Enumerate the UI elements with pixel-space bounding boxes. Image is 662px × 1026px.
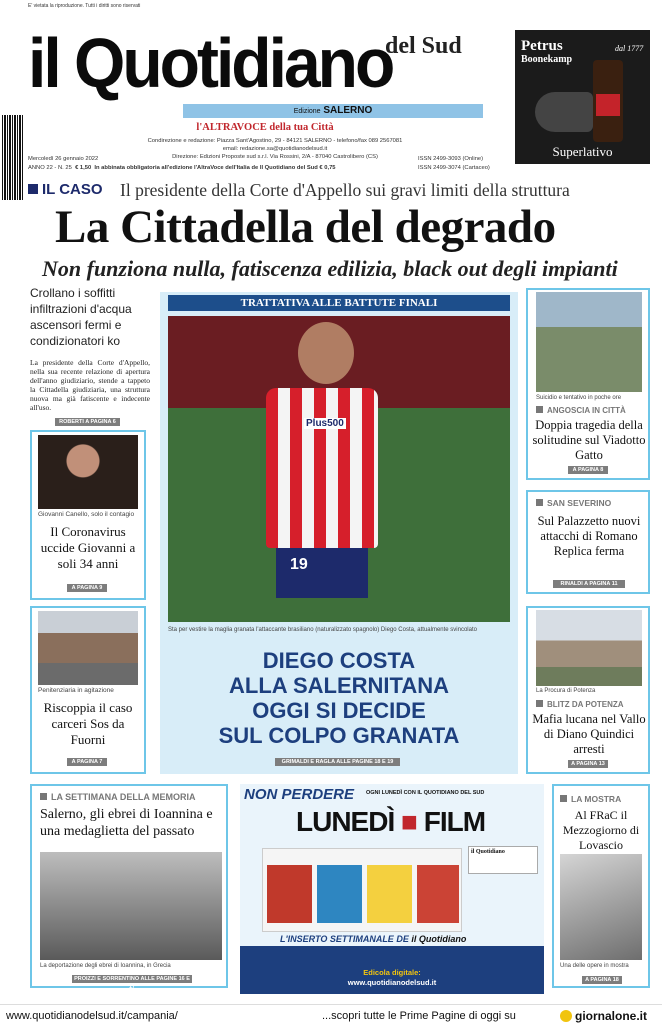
main-credit[interactable]: GRIMALDI E RAGLA ALLE PAGINE 18 E 19 [275, 758, 400, 766]
carceri-caption: Penitenziaria in agitazione [38, 687, 114, 694]
potenza-headline: Mafia lucana nel Vallo di Diano Quindici arresti [532, 712, 646, 756]
ad-brand: Petrus [521, 38, 563, 54]
promo-inserto-brand: il Quotidiano [411, 934, 467, 944]
issue-number: ANNO 22 - N. 25 [28, 165, 72, 171]
promo-covers [262, 848, 462, 932]
footer-right-text: ...scopri tutte le Prime Pagine di oggi su [322, 1010, 516, 1022]
memoria-kicker-text: LA SETTIMANA DELLA MEMORIA [51, 792, 196, 802]
main-banner: TRATTATIVA ALLE BATTUTE FINALI [168, 295, 510, 311]
main-headline-line2: ALLA SALERNITANA [229, 673, 449, 698]
promo-title: LUNEDÌ ■ FILM [296, 806, 486, 837]
promo-title-lunedi: LUNEDÌ [296, 806, 395, 837]
promo-brand-card: il Quotidiano [468, 846, 538, 874]
mostra-photo [560, 854, 642, 960]
main-headline-line4: SUL COLPO GRANATA [218, 723, 460, 748]
copyright-note: E' vietata la riproduzione. Tutti i diritti sono riservati [28, 3, 141, 9]
main-headline-line1: DIEGO COSTA [262, 648, 416, 673]
lead-side-head: Crollano i soffitti infiltrazioni d'acqua ascensori fermi e condizionatori ko [30, 286, 132, 348]
potenza-caption: La Procura di Potenza [536, 688, 596, 694]
potenza-kicker [536, 700, 624, 709]
lead-overline: Il presidente della Corte d'Appello sui gravi limiti della struttura [120, 180, 570, 200]
info-block [125, 137, 425, 161]
barcode [2, 115, 24, 200]
masthead-subtitle: del Sud [385, 33, 462, 59]
player-shorts [276, 548, 368, 598]
memoria-page[interactable]: PROIZZI E SORRENTINO ALLE PAGINE 16 E 17 [72, 975, 192, 983]
main-headline-line3: OGGI SI DECIDE [252, 698, 426, 723]
gatto-caption: Suicidio e tentativo in poche ore [536, 395, 622, 401]
carceri-box[interactable] [30, 606, 146, 774]
lead-body: La presidente della Corte d'Appello, nella sua recente relazione di apertura dell'anno giudiziario, stende a tappeto la Cittadella giudiziaria, una struttura nuova ma già fatiscente e indecente all'uso. [30, 358, 150, 412]
memoria-caption: La deportazione degli ebrei di Ioannina, in Grecia [40, 963, 171, 969]
main-photo [168, 316, 510, 622]
mostra-kicker [560, 794, 621, 804]
severino-page[interactable]: RINALDI A PAGINA 11 [553, 580, 625, 588]
main-story[interactable] [160, 292, 518, 774]
glove-image [535, 92, 593, 132]
promo-inserto [280, 934, 466, 944]
main-headline [160, 648, 518, 748]
gatto-headline: Doppia tragedia della solitudine sul Viadotto Gatto [532, 418, 646, 462]
carceri-headline: Riscoppia il caso carceri Sos da Fuorni [43, 700, 133, 747]
covid-photo [38, 435, 138, 509]
memoria-photo [40, 852, 222, 960]
gatto-kicker [536, 406, 626, 415]
covid-page[interactable]: A PAGINA 9 [67, 584, 107, 592]
bottle-image [593, 60, 623, 142]
shorts-number: 19 [290, 556, 308, 573]
mostra-page[interactable]: A PAGINA 18 [582, 976, 622, 984]
memoria-box[interactable] [30, 784, 228, 988]
mostra-headline: Al FRaC il Mezzogiorno di Lovascio [562, 808, 640, 852]
potenza-kicker-text: BLITZ DA POTENZA [547, 700, 624, 709]
ad-brand2: Boonekamp [521, 54, 573, 65]
lead-kicker-text: IL CASO [42, 181, 103, 198]
covid-headline: Il Coronavirus uccide Giovanni a soli 34 anni [40, 524, 136, 571]
info-email: email: redazione.sa@quotidianodelsud.it [222, 146, 328, 152]
potenza-photo [536, 610, 642, 686]
potenza-box[interactable] [526, 606, 650, 774]
info-direction: Direzione: Edizioni Proposte sud s.r.l. Via Rossini, 2/A - 87040 Castrolibero (CS) [172, 154, 378, 160]
gatto-kicker-text: ANGOSCIA IN CITTÀ [547, 406, 626, 415]
promo-site[interactable]: www.quotidianodelsud.it [347, 978, 437, 987]
info-address: Condirezione e redazione: Piazza Sant'Agostino, 29 - 84121 SALERNO - telefono/fax 089 2567081 [147, 138, 403, 144]
bottle-label [596, 94, 620, 116]
promo-title-film: FILM [423, 806, 486, 837]
mostra-kicker-text: LA MOSTRA [571, 794, 622, 804]
promo-cover-4 [417, 865, 459, 923]
potenza-page[interactable]: A PAGINA 13 [568, 760, 608, 768]
issn-print: ISSN 2499-3074 (Cartaceo) [418, 165, 490, 171]
carceri-photo [38, 611, 138, 685]
shirt-sponsor: Plus500 [306, 418, 344, 429]
issn-online: ISSN 2499-3093 (Online) [418, 156, 484, 162]
lead-subhead: Non funziona nulla, fatiscenza edilizia, black out degli impianti [42, 256, 618, 281]
player-head [298, 322, 354, 384]
giornalone-icon [560, 1010, 572, 1022]
mostra-box[interactable] [552, 784, 650, 988]
footer [0, 1004, 662, 1026]
masthead-title: il Quotidiano [28, 24, 393, 102]
tagline: l'ALTRAVOCE della tua Città [196, 122, 334, 133]
ad-slogan: Superlativo [552, 144, 613, 159]
lead-headline: La Cittadella del degrado [55, 201, 556, 253]
covid-caption: Giovanni Canello, solo il contagio [38, 511, 135, 518]
date: Mercoledì 26 gennaio 2022 [28, 156, 99, 162]
promo-edicola: Edicola digitale: [363, 968, 421, 977]
severino-box[interactable] [526, 490, 650, 594]
edition-bar [183, 104, 483, 118]
price: € 1,50 [75, 165, 92, 171]
carceri-page[interactable]: A PAGINA 7 [67, 758, 107, 766]
promo-box[interactable] [240, 784, 544, 994]
lead-credit[interactable]: ROBERTI A PAGINA 6 [55, 418, 120, 426]
severino-kicker-text: SAN SEVERINO [547, 498, 612, 508]
gatto-photo [536, 292, 642, 392]
mostra-caption: Una delle opere in mostra [560, 963, 629, 969]
promo-nonperdere: NON PERDERE [244, 786, 355, 803]
gatto-box[interactable] [526, 288, 650, 480]
advertisement[interactable] [515, 30, 650, 164]
promo-cover-3 [367, 865, 412, 923]
main-caption: Sta per vestire la maglia granata l'attaccante brasiliano (naturalizzato spagnolo) Diego Costa, attualmente svincolato [168, 627, 477, 633]
player-shirt [266, 388, 378, 548]
memoria-kicker [40, 792, 196, 802]
gatto-page[interactable]: A PAGINA 8 [568, 466, 608, 474]
promo-stadium [240, 946, 544, 994]
promo-cover-1 [267, 865, 312, 923]
issue-line [28, 164, 336, 172]
footer-left-link[interactable]: www.quotidianodelsud.it/campania/ [6, 1010, 178, 1022]
footer-brand-link[interactable]: giornalone.it [575, 1009, 647, 1023]
promo-ogni: OGNI LUNEDÌ CON IL QUOTIDIANO DEL SUD [366, 790, 485, 796]
edition-label: Edizione [293, 108, 321, 115]
severino-headline: Sul Palazzetto nuovi attacchi di Romano Replica ferma [537, 514, 641, 558]
covid-box[interactable] [30, 430, 146, 600]
bundle-note: In abbinata obbligatoria all'edizione l'AltraVoce dell'Italia de Il Quotidiano del Sud € 0,75 [94, 165, 336, 171]
ad-since: dal 1777 [615, 44, 644, 53]
promo-inserto-text: L'INSERTO SETTIMANALE DE [280, 934, 409, 944]
severino-kicker [536, 498, 611, 508]
memoria-headline: Salerno, gli ebrei di Ioannina e una medaglietta del passato [40, 807, 213, 839]
edition-name: SALERNO [323, 105, 373, 116]
promo-cover-2 [317, 865, 362, 923]
